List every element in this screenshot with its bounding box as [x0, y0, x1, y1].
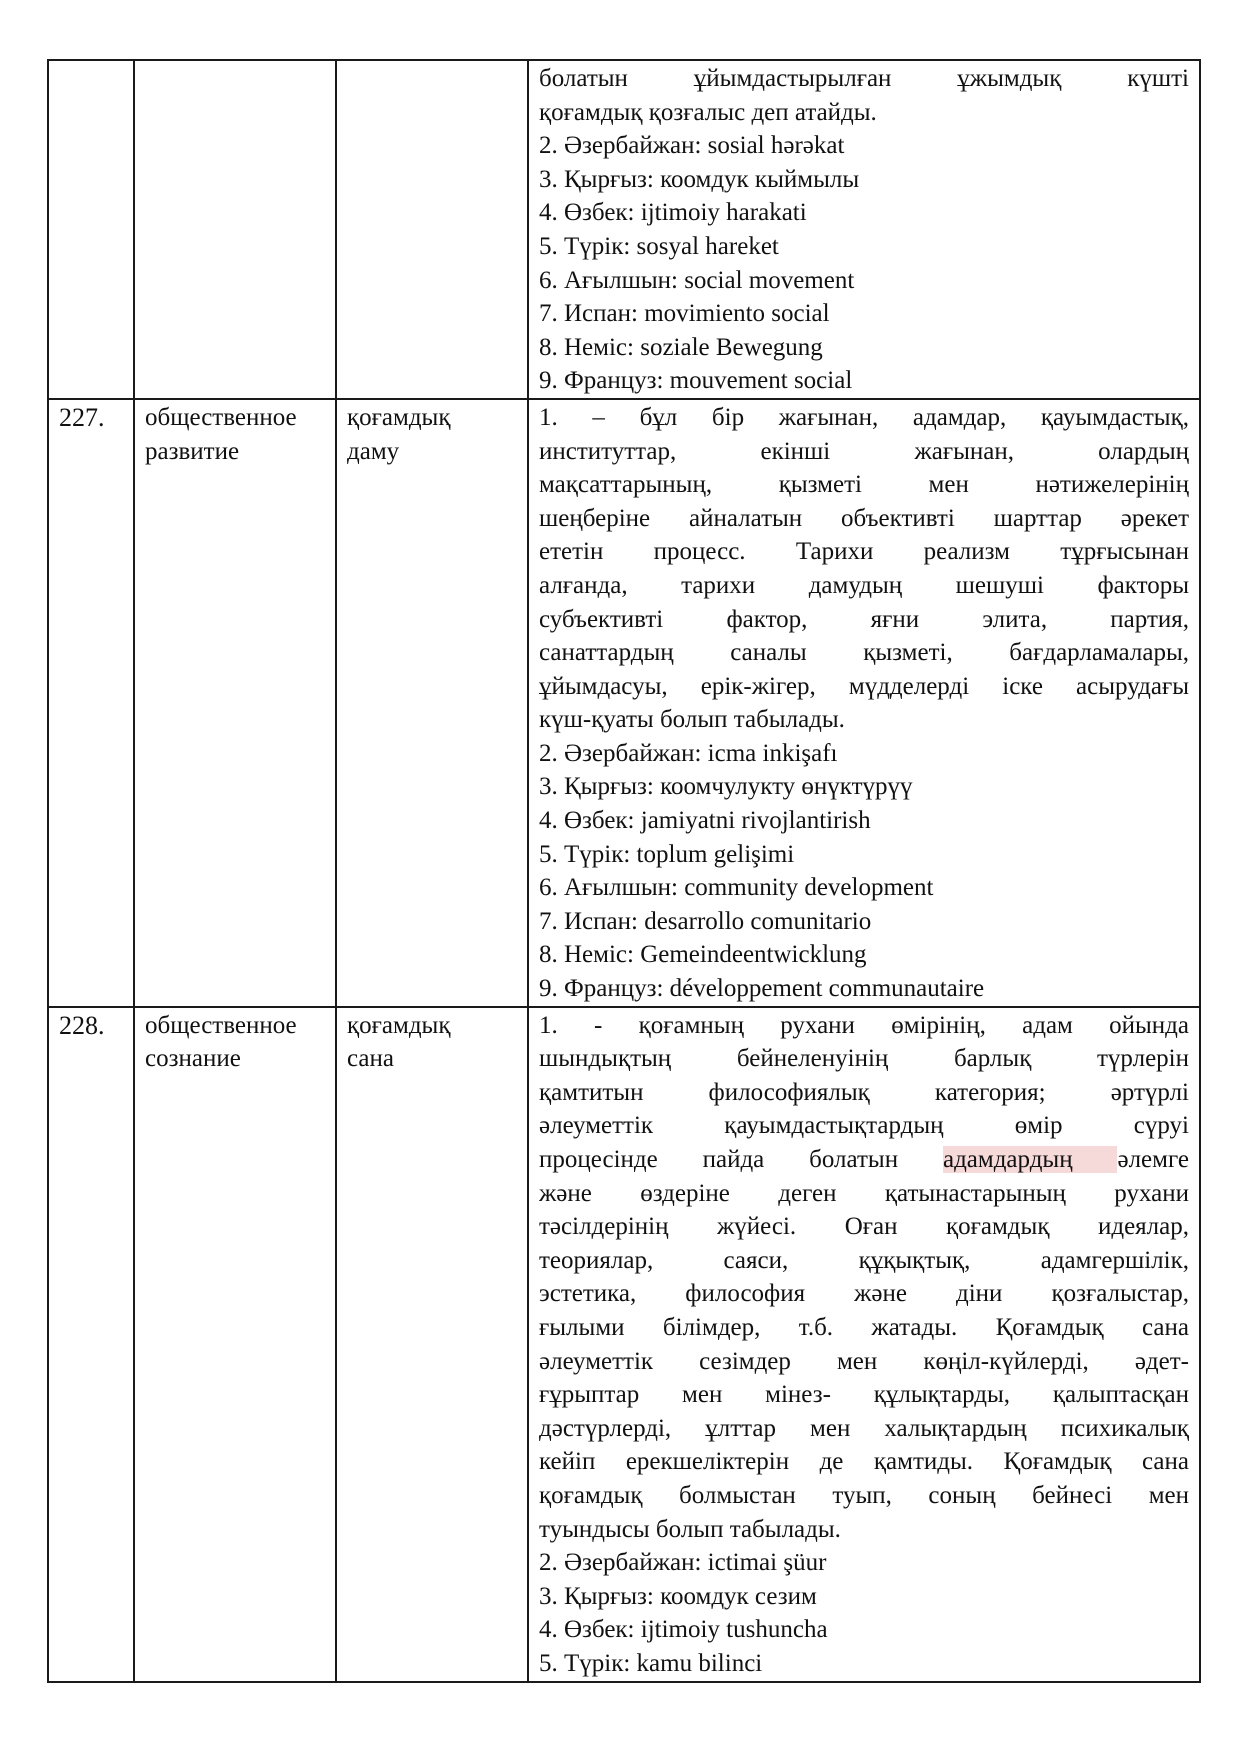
russian-term-line: общественное [145, 403, 297, 431]
definition-line: кейіп ерекшеліктерін де қамтиды. Қоғамдық сана [539, 1448, 1189, 1476]
glossary-page [47, 59, 1199, 1683]
translation-line: 3. Қырғыз: коомчулукту өнүктүрүү [539, 773, 913, 801]
definition-line: туындысы болып табылады. [539, 1515, 841, 1543]
definition-line: теориялар, саяси, құқықтық, адамгершілік, [539, 1246, 1189, 1274]
kazakh-term-cell [336, 60, 528, 399]
entry-number-cell [48, 60, 134, 399]
kazakh-term-line: сана [347, 1045, 394, 1073]
definition-line: қамтитын философиялық категория; әртүрлі [539, 1078, 1189, 1106]
definition-line: субъективті фактор, яғни элита, партия, [539, 605, 1189, 633]
definition-line: тәсілдерінің жүйесі. Оған қоғамдық идеялар, [539, 1213, 1189, 1241]
translation-line: 9. Француз: développement communautaire [539, 975, 985, 1003]
translation-line: 4. Өзбек: jamiyatni rivojlantirish [539, 807, 871, 835]
table-row [48, 60, 1200, 399]
entry-number: 228. [59, 1010, 105, 1040]
glossary-table [47, 59, 1201, 1683]
definition-line: санаттардың саналы қызметі, бағдарламалары, [539, 639, 1189, 667]
definition-line: шындықтың бейнеленуінің барлық түрлерін [539, 1045, 1189, 1073]
kazakh-term-line: қоғамдық [347, 1011, 451, 1039]
highlighted-word: адамдардың [942, 1146, 1118, 1173]
definition-text: процесінде пайда болатын [539, 1146, 899, 1173]
russian-term-cell [134, 60, 336, 399]
definition-line: қоғамдық болмыстан туып, соның бейнесі мен [539, 1481, 1189, 1509]
definition-line: эстетика, философия және діни қозғалыстар, [539, 1280, 1189, 1308]
translation-line: 2. Әзербайжан: ictimai şüur [539, 1549, 827, 1577]
definition-line: ұйымдасуы, ерік-жігер, мүдделерді іске асырудағы [539, 672, 1189, 700]
definition-text: әлемге [1117, 1146, 1189, 1173]
definition-line: күш-қуаты болып табылады. [539, 706, 845, 734]
translation-line: 9. Француз: mouvement social [539, 367, 853, 395]
definition-line: 1. – бұл бір жағынан, адамдар, қауымдастық, [539, 403, 1189, 431]
definition-line: 1. - қоғамның рухани өмірінің, адам ойында [539, 1011, 1189, 1039]
translation-line: 5. Түрік: toplum gelişimi [539, 840, 795, 868]
definition-line: ғылыми білімдер, т.б. жатады. Қоғамдық сана [539, 1313, 1189, 1341]
kazakh-term-line: даму [347, 437, 400, 465]
definition-line: болатын ұйымдастырылған ұжымдық күшті [539, 65, 1189, 92]
entry-number-cell [48, 399, 134, 1007]
definition-line: дәстүрлерді, ұлттар мен халықтардың психикалық [539, 1414, 1189, 1442]
russian-term-line: развитие [145, 437, 240, 465]
translation-line: 7. Испан: movimiento social [539, 300, 830, 328]
translation-line: 3. Қырғыз: коомдук кыймылы [539, 165, 860, 193]
russian-term-cell [134, 1007, 336, 1682]
definition-line: ғұрыптар мен мінез- құлықтарды, қалыптасқан [539, 1381, 1189, 1409]
translation-line: 5. Түрік: sosyal hareket [539, 232, 779, 260]
definition-cell [528, 399, 1200, 1007]
entry-number-cell [48, 1007, 134, 1682]
definition-line [539, 1143, 1189, 1177]
definition-line: алғанда, тарихи дамудың шешуші факторы [539, 571, 1189, 599]
glossary-table-body [48, 60, 1200, 1682]
definition-line: әлеуметтік сезімдер мен көңіл-күйлерді, әдет- [539, 1347, 1189, 1375]
translation-line: 3. Қырғыз: коомдук сезим [539, 1582, 817, 1610]
translation-line: 7. Испан: desarrollo comunitario [539, 907, 872, 935]
definition-line: ететін процесс. Тарихи реализм тұрғысынан [539, 538, 1189, 566]
definition-line: және өздеріне деген қатынастарының рухани [539, 1179, 1189, 1207]
translation-line: 8. Неміс: soziale Bewegung [539, 333, 823, 361]
definition-line: институттар, екінші жағынан, олардың [539, 437, 1189, 465]
table-row [48, 1007, 1200, 1682]
definition-line: мақсаттарының, қызметі мен нәтижелерінің [539, 471, 1189, 499]
russian-term-cell [134, 399, 336, 1007]
table-row [48, 399, 1200, 1007]
translation-line: 2. Әзербайжан: sosial hərəkat [539, 132, 845, 160]
entry-number: 227. [59, 402, 105, 432]
translation-line: 8. Неміс: Gemeindeentwicklung [539, 941, 867, 969]
translation-line: 6. Ағылшын: social movement [539, 266, 855, 294]
kazakh-term-cell [336, 1007, 528, 1682]
translation-line: 4. Өзбек: ijtimoiy harakati [539, 199, 807, 227]
translation-line: 6. Ағылшын: community development [539, 874, 934, 902]
kazakh-term-cell [336, 399, 528, 1007]
translation-line: 5. Түрік: kamu bilinci [539, 1649, 763, 1677]
translation-line: 4. Өзбек: ijtimoiy tushuncha [539, 1616, 828, 1644]
definition-line: әлеуметтік қауымдастықтардың өмір сүруі [539, 1112, 1189, 1140]
russian-term-line: общественное [145, 1011, 297, 1039]
kazakh-term-line: қоғамдық [347, 403, 451, 431]
russian-term-line: сознание [145, 1045, 241, 1073]
definition-line: шеңберіне айналатын объективті шарттар әрекет [539, 504, 1189, 532]
definition-cell [528, 1007, 1200, 1682]
translation-line: 2. Әзербайжан: icma inkişafı [539, 739, 838, 767]
definition-cell [528, 60, 1200, 399]
definition-line: қоғамдық қозғалыс деп атайды. [539, 98, 877, 126]
